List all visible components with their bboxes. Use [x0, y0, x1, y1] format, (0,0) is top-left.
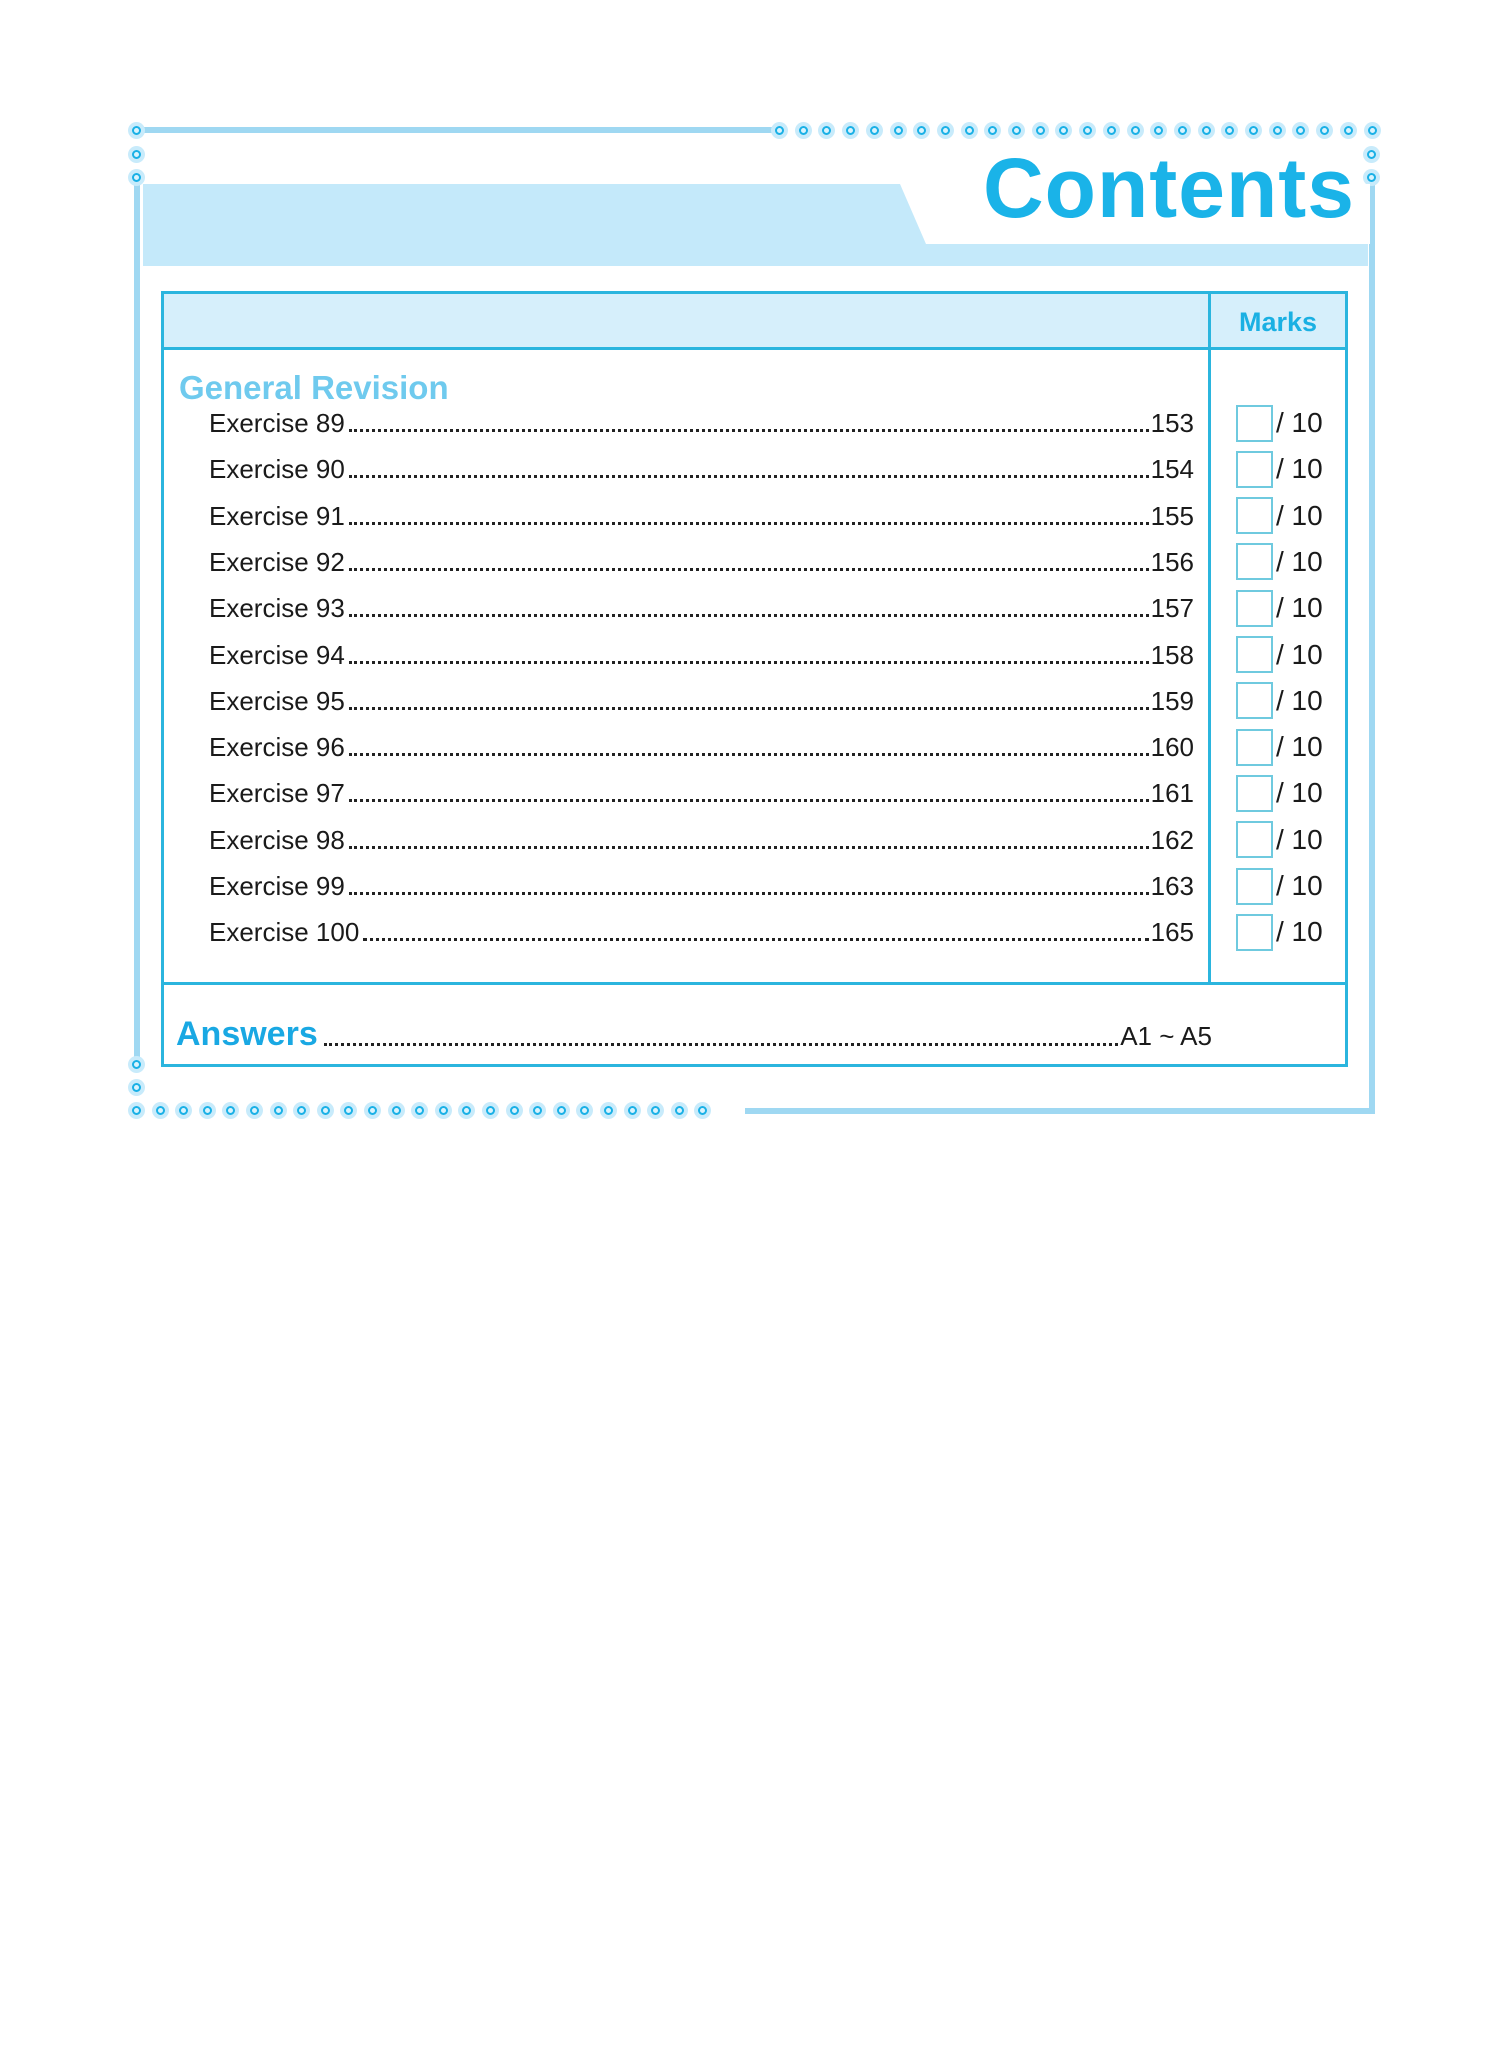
page-number: 163 — [1150, 871, 1194, 901]
mark-total: / 10 — [1276, 592, 1323, 624]
toc-row[interactable] — [209, 538, 1194, 578]
page-number: 158 — [1150, 639, 1194, 670]
answers-divider — [164, 982, 1345, 985]
frame-dot-icon — [576, 1102, 593, 1119]
exercise-label: Exercise 93 — [209, 593, 345, 624]
mark-input-box[interactable] — [1236, 405, 1273, 442]
frame-dot-icon — [128, 146, 145, 163]
frame-dot-icon — [1127, 122, 1144, 139]
dot-leader — [324, 1043, 1118, 1046]
mark-entry — [1236, 496, 1366, 536]
mark-total: / 10 — [1276, 407, 1323, 438]
frame-dot-icon — [128, 122, 145, 139]
toc-row[interactable] — [209, 492, 1194, 532]
page-number: 165 — [1150, 917, 1194, 948]
frame-dot-icon — [152, 1102, 169, 1119]
mark-input-box[interactable] — [1236, 451, 1273, 488]
frame-dot-icon — [364, 1102, 381, 1119]
page-number: 157 — [1150, 593, 1194, 624]
page-number: 159 — [1150, 685, 1194, 716]
frame-dot-icon — [553, 1102, 570, 1119]
toc-row[interactable] — [209, 908, 1194, 948]
mark-input-box[interactable] — [1236, 775, 1273, 812]
frame-dot-icon — [482, 1102, 499, 1119]
mark-total: / 10 — [1276, 453, 1323, 485]
answers-label: Answers — [176, 1015, 318, 1053]
frame-dot-icon — [411, 1102, 428, 1119]
dot-leader — [349, 846, 1149, 849]
mark-entry — [1236, 912, 1366, 952]
frame-right-bar — [1369, 183, 1375, 1113]
frame-dot-icon — [1269, 122, 1286, 139]
dot-leader — [349, 707, 1149, 710]
frame-dot-icon — [984, 122, 1001, 139]
frame-dot-icon — [270, 1102, 287, 1119]
mark-input-box[interactable] — [1236, 682, 1273, 719]
section-title: General Revision — [179, 369, 449, 406]
frame-dot-icon — [128, 1102, 145, 1119]
mark-input-box[interactable] — [1236, 590, 1273, 627]
page-number: 155 — [1150, 500, 1194, 531]
exercise-label: Exercise 99 — [209, 871, 345, 901]
toc-row[interactable] — [209, 631, 1194, 671]
answers-row[interactable] — [176, 994, 1212, 1054]
exercise-label: Exercise 90 — [209, 454, 345, 485]
mark-total: / 10 — [1276, 916, 1323, 948]
frame-dot-icon — [913, 122, 930, 139]
frame-dot-icon — [458, 1102, 475, 1119]
dot-leader — [349, 661, 1149, 664]
mark-total: / 10 — [1276, 777, 1323, 809]
mark-total: / 10 — [1276, 731, 1323, 763]
frame-dot-icon — [1079, 122, 1096, 139]
toc-row[interactable] — [209, 769, 1194, 809]
frame-dot-icon — [600, 1102, 617, 1119]
frame-dot-icon — [1150, 122, 1167, 139]
mark-total: / 10 — [1276, 499, 1323, 531]
dot-leader — [349, 568, 1149, 571]
exercise-label: Exercise 92 — [209, 546, 345, 577]
frame-top-bar — [138, 127, 778, 133]
page-title: Contents — [983, 141, 1355, 235]
exercise-label: Exercise 91 — [209, 500, 345, 531]
dot-leader — [349, 429, 1149, 432]
frame-dot-icon — [961, 122, 978, 139]
frame-dot-icon — [866, 122, 883, 139]
frame-dot-icon — [1032, 122, 1049, 139]
dot-leader — [349, 799, 1149, 802]
frame-dot-icon — [1245, 122, 1262, 139]
page-number: 153 — [1150, 408, 1194, 438]
frame-dot-icon — [624, 1102, 641, 1119]
frame-dot-icon — [842, 122, 859, 139]
exercise-label: Exercise 94 — [209, 639, 345, 670]
frame-dot-icon — [128, 1056, 145, 1073]
dot-leader — [349, 892, 1149, 895]
frame-bottom-bar — [745, 1108, 1375, 1114]
page-number: 162 — [1150, 824, 1194, 855]
mark-input-box[interactable] — [1236, 914, 1273, 951]
frame-dot-icon — [1174, 122, 1191, 139]
mark-total: / 10 — [1276, 870, 1323, 901]
dot-leader — [349, 475, 1149, 478]
exercise-label: Exercise 95 — [209, 685, 345, 716]
frame-dot-icon — [222, 1102, 239, 1119]
frame-dot-icon — [1221, 122, 1238, 139]
mark-entry — [1236, 681, 1366, 721]
mark-input-box[interactable] — [1236, 868, 1273, 905]
exercise-label: Exercise 100 — [209, 917, 360, 948]
frame-dot-icon — [647, 1102, 664, 1119]
page-number: 154 — [1150, 454, 1194, 485]
frame-dot-icon — [1103, 122, 1120, 139]
marks-header: Marks — [1238, 307, 1318, 337]
mark-total: / 10 — [1276, 684, 1323, 716]
contents-table — [161, 291, 1348, 1067]
mark-total: / 10 — [1276, 823, 1323, 855]
page-number: 161 — [1150, 778, 1194, 809]
frame-dot-icon — [246, 1102, 263, 1119]
frame-dot-icon — [293, 1102, 310, 1119]
toc-row[interactable] — [209, 723, 1194, 763]
exercise-label: Exercise 97 — [209, 778, 345, 809]
dot-leader — [349, 753, 1149, 756]
toc-row[interactable] — [209, 677, 1194, 717]
page-number: 160 — [1150, 732, 1194, 763]
frame-dot-icon — [671, 1102, 688, 1119]
mark-entry — [1236, 773, 1366, 813]
frame-dot-icon — [694, 1102, 711, 1119]
mark-input-box[interactable] — [1236, 497, 1273, 534]
frame-dot-icon — [1292, 122, 1309, 139]
frame-dot-icon — [1363, 146, 1380, 163]
toc-row[interactable] — [209, 584, 1194, 624]
page-number: 156 — [1150, 546, 1194, 577]
frame-dot-icon — [1008, 122, 1025, 139]
mark-input-box[interactable] — [1236, 543, 1273, 580]
frame-dot-icon — [937, 122, 954, 139]
mark-entry — [1236, 866, 1366, 906]
mark-input-box[interactable] — [1236, 729, 1273, 766]
frame-dot-icon — [1055, 122, 1072, 139]
frame-dot-icon — [1340, 122, 1357, 139]
frame-left-bar — [134, 180, 140, 1060]
mark-entry — [1236, 588, 1366, 628]
exercise-label: Exercise 96 — [209, 732, 345, 763]
mark-entry — [1236, 635, 1366, 675]
mark-entry — [1236, 820, 1366, 860]
frame-dot-icon — [1364, 122, 1381, 139]
frame-dot-icon — [317, 1102, 334, 1119]
toc-row[interactable] — [209, 816, 1194, 856]
mark-entry — [1236, 542, 1366, 582]
mark-entry — [1236, 449, 1366, 489]
mark-input-box[interactable] — [1236, 636, 1273, 673]
toc-row[interactable] — [209, 862, 1194, 902]
marks-column-divider — [1208, 294, 1211, 982]
dot-leader — [349, 522, 1149, 525]
exercise-label: Exercise 89 — [209, 408, 345, 438]
frame-dot-icon — [529, 1102, 546, 1119]
frame-dot-icon — [175, 1102, 192, 1119]
frame-dot-icon — [506, 1102, 523, 1119]
mark-total: / 10 — [1276, 545, 1323, 577]
table-header — [164, 294, 1345, 350]
frame-dot-icon — [771, 122, 788, 139]
frame-dot-icon — [435, 1102, 452, 1119]
toc-row[interactable] — [209, 399, 1194, 439]
mark-total: / 10 — [1276, 638, 1323, 670]
exercise-label: Exercise 98 — [209, 824, 345, 855]
toc-row[interactable] — [209, 445, 1194, 485]
answers-page: A1 ~ A5 — [1120, 1021, 1212, 1051]
frame-dot-icon — [199, 1102, 216, 1119]
frame-dot-icon — [128, 1079, 145, 1096]
frame-dot-icon — [388, 1102, 405, 1119]
mark-entry — [1236, 727, 1366, 767]
frame-dot-icon — [795, 122, 812, 139]
mark-input-box[interactable] — [1236, 821, 1273, 858]
frame-dot-icon — [1198, 122, 1215, 139]
dot-leader — [349, 614, 1149, 617]
frame-dot-icon — [818, 122, 835, 139]
mark-entry — [1236, 403, 1366, 443]
frame-dot-icon — [340, 1102, 357, 1119]
frame-dot-icon — [890, 122, 907, 139]
dot-leader — [363, 938, 1148, 941]
frame-dot-icon — [1316, 122, 1333, 139]
